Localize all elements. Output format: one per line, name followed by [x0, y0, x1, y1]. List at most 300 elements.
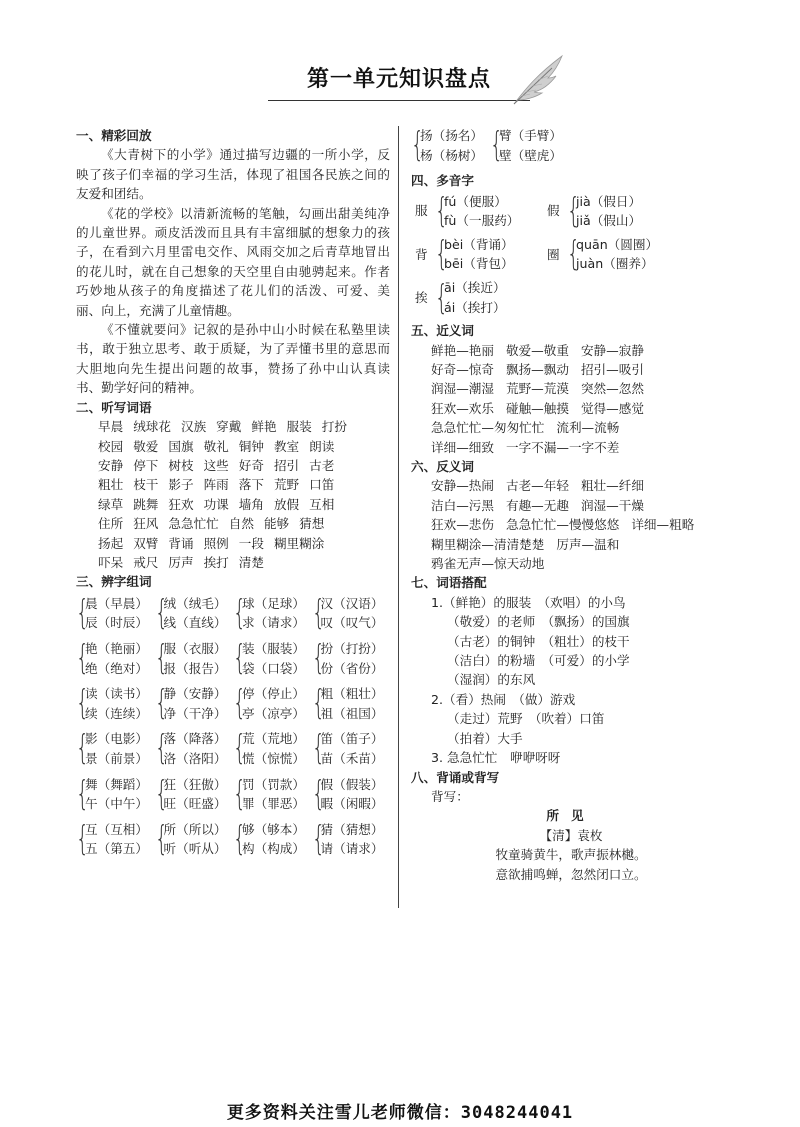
dictation-word: 住所 [98, 516, 124, 532]
antonym-pair-row [411, 515, 731, 534]
char-pair-row [76, 820, 390, 859]
dictation-word: 绿草 [98, 496, 124, 512]
antonym-pair-row [411, 554, 731, 573]
synonym-pair-row [411, 399, 731, 418]
pair-items [242, 820, 305, 859]
pair-items [85, 594, 148, 633]
antonym-pair: 洁白—污黑 [431, 497, 494, 513]
dictation-word: 古老 [309, 457, 335, 473]
polyphone-readings [576, 192, 641, 231]
brace-icon: { [311, 728, 325, 769]
section-2-heading: 二、听写词语 [76, 399, 152, 415]
feather-icon [508, 52, 568, 108]
pair-word: 叹（叹气） [320, 615, 384, 631]
pair-items [85, 684, 148, 723]
pair-word: 绒（绒毛） [163, 595, 227, 611]
brace-icon: { [311, 683, 325, 724]
pair-word: 洛（洛阳） [163, 750, 227, 766]
polyphone-row [411, 278, 731, 317]
pair-word: 续（连续） [85, 705, 148, 721]
polyphone-char: 服 [415, 203, 428, 219]
antonym-pair: 润湿—干燥 [580, 497, 644, 513]
dictation-word: 国旗 [168, 438, 194, 454]
word-row [98, 475, 390, 494]
section-7-heading: 七、词语搭配 [411, 575, 487, 591]
brace-icon: { [567, 234, 580, 275]
dictation-word: 招引 [273, 457, 300, 473]
pair-word: 静（安静） [163, 686, 227, 702]
antonym-pair: 糊里糊涂—清清楚楚 [431, 536, 545, 552]
char-pair-row [411, 126, 731, 165]
polyphone-readings [444, 278, 506, 317]
pair-word: 求（请求） [242, 615, 305, 631]
char-pair [155, 639, 234, 678]
polyphone-block [411, 192, 543, 231]
polyphone-reading: bèi（背诵） [444, 236, 514, 252]
dictation-word: 枝干 [133, 477, 159, 493]
antonym-pair: 厉声—温和 [556, 536, 620, 552]
pair-word: 慌（惊慌） [242, 750, 305, 766]
dictation-word: 一段 [238, 535, 264, 551]
poem-line: 意欲捕鸣蝉，忽然闭口立。 [495, 866, 647, 882]
pair-items [242, 684, 305, 723]
brace-icon: { [154, 683, 168, 724]
pair-word: 请（请求） [320, 841, 384, 857]
pair-word: 猜（猜想） [320, 821, 384, 837]
antonym-pair: 急急忙忙—慢慢悠悠 [505, 517, 620, 533]
pair-items [499, 126, 562, 165]
brace-icon: { [435, 234, 448, 275]
char-pair [312, 684, 391, 723]
pair-word: 装（服装） [242, 640, 305, 656]
dictation-word-list [76, 417, 390, 572]
dictation-word: 服装 [286, 419, 312, 435]
brace-icon: { [233, 637, 246, 678]
pair-items [321, 775, 384, 814]
pair-word: 壁（壁虎） [499, 147, 562, 163]
dictation-word: 挨打 [203, 554, 229, 570]
dictation-word: 停下 [133, 457, 159, 473]
synonym-pair: 安静—寂静 [580, 342, 644, 358]
char-pair [490, 126, 569, 165]
pair-items [164, 775, 227, 814]
antonym-pair: 古老—年轻 [505, 478, 569, 494]
pair-word: 舞（舞蹈） [85, 776, 148, 792]
pair-word: 晨（早晨） [85, 595, 148, 611]
dictation-word: 放假 [273, 496, 300, 512]
char-pair [233, 820, 312, 859]
dictation-word: 树枝 [168, 457, 194, 473]
pair-items [85, 729, 148, 768]
polyphone-readings [576, 235, 658, 274]
antonym-pair: 详细—粗略 [631, 517, 695, 533]
synonym-pair: 急急忙忙—匆匆忙忙 [431, 420, 545, 436]
word-row [98, 437, 390, 456]
pair-word: 扮（打扮） [320, 640, 384, 656]
polyphone-reading: bēi（背包） [444, 256, 514, 272]
dictation-word: 互相 [309, 496, 335, 512]
pair-word: 服（衣服） [163, 640, 227, 656]
polyphone-char: 挨 [415, 289, 428, 305]
poem-line: 牧童骑黄牛，歌声振林樾。 [495, 847, 647, 863]
char-pair [233, 639, 312, 678]
pair-word: 假（假装） [320, 776, 384, 792]
polyphone-block [543, 192, 675, 231]
pair-word: 绝（绝对） [85, 660, 148, 676]
pair-word: 所（所以） [163, 821, 227, 837]
pair-word: 艳（艳丽） [85, 640, 148, 656]
pair-word: 午（中午） [85, 796, 148, 812]
dictation-word: 吓呆 [98, 554, 124, 570]
brace-icon: { [311, 773, 325, 814]
section-4-heading: 四、多音字 [411, 173, 474, 189]
dictation-word: 口笛 [309, 477, 335, 493]
brace-icon: { [154, 773, 168, 814]
dictation-word: 敬爱 [133, 438, 159, 454]
pair-word: 线（直线） [163, 615, 227, 631]
char-pair-row [76, 594, 390, 633]
polyphone-row [411, 235, 731, 274]
pair-word: 够（够本） [242, 821, 305, 837]
pair-word: 苗（禾苗） [320, 750, 384, 766]
dictation-word: 清楚 [238, 554, 264, 570]
dictation-word: 跳舞 [133, 496, 159, 512]
dictation-word: 绒球花 [133, 419, 171, 435]
collocation-line: （古老）的铜钟 （粗壮）的枝干 [447, 633, 630, 649]
brace-icon: { [233, 592, 246, 633]
pair-items [321, 639, 384, 678]
char-pair [155, 684, 234, 723]
antonym-pair: 有趣—无趣 [505, 497, 569, 513]
polyphone-char: 背 [415, 246, 428, 262]
synonym-pair: 好奇—惊奇 [431, 361, 494, 377]
section-5-heading: 五、近义词 [411, 323, 474, 339]
brace-icon: { [490, 125, 503, 165]
dictation-word: 狂欢 [168, 496, 194, 512]
collocation-line: （湿润）的东风 [447, 672, 536, 688]
pair-word: 荒（荒地） [242, 731, 305, 747]
polyphone-char: 假 [547, 203, 560, 219]
pair-word: 汉（汉语） [320, 595, 384, 611]
synonym-pair: 招引—吸引 [580, 361, 644, 377]
dictation-word: 教室 [273, 438, 300, 454]
synonym-pair-row [411, 438, 731, 457]
polyphone-block [411, 278, 543, 317]
polyphone-reading: juàn（圈养） [576, 256, 654, 272]
dictation-word: 厉声 [168, 554, 194, 570]
char-pair [155, 594, 234, 633]
char-pair [76, 684, 155, 723]
char-pair [155, 729, 234, 768]
pair-word: 落（降落） [163, 731, 227, 747]
pair-word: 景（前景） [85, 750, 148, 766]
synonym-pair: 荒野—荒漠 [505, 381, 569, 397]
char-pair-row [76, 684, 390, 723]
polyphone-reading: fú（便服） [444, 193, 507, 209]
brace-icon: { [76, 637, 89, 678]
synonym-pair: 飘扬—飘动 [505, 361, 569, 377]
char-pair [233, 594, 312, 633]
pair-items [164, 684, 227, 723]
pair-items [321, 684, 384, 723]
page-title: 第一单元知识盘点 [306, 67, 491, 92]
summary-paragraph-3: 《不懂就要问》记叙的是孙中山小时候在私塾里读书，敢于独立思考、敢于质疑，为了弄懂书里的意思而大胆地向先生提出问题的故事，赞扬了孙中山认真读书、勤学好问的精神。 [76, 322, 390, 396]
synonym-pair: 突然—忽然 [580, 381, 644, 397]
polyphone-readings [444, 235, 514, 274]
pair-word: 亭（凉亭） [242, 705, 305, 721]
antonym-pair-row [411, 496, 731, 515]
dictation-word: 校园 [98, 438, 124, 454]
pair-items [321, 729, 384, 768]
synonym-pair: 觉得—感觉 [580, 400, 644, 416]
brace-icon: { [233, 773, 246, 814]
antonym-pair: 狂欢—悲伤 [431, 517, 494, 533]
char-pair [76, 729, 155, 768]
word-row [98, 534, 390, 553]
pair-word: 旺（旺盛） [163, 796, 227, 812]
brace-icon: { [76, 592, 89, 633]
dictation-word: 鲜艳 [251, 419, 277, 435]
char-pair [76, 820, 155, 859]
polyphone-reading: jià（假日） [576, 193, 642, 209]
dictation-word: 粗壮 [98, 477, 124, 493]
pair-word: 扬（扬名） [420, 128, 483, 143]
poem [411, 806, 731, 884]
char-pair-grid [76, 594, 390, 859]
dictation-word: 能够 [263, 516, 290, 532]
brace-icon: { [233, 818, 246, 859]
dictation-word: 急急忙忙 [168, 516, 219, 532]
pair-word: 互（互相） [85, 821, 148, 837]
pair-items [321, 594, 384, 633]
collocation-line: （拍着）大手 [447, 730, 523, 746]
pair-word: 狂（狂傲） [163, 776, 227, 792]
dictation-word: 穿戴 [216, 419, 242, 435]
char-pair [233, 684, 312, 723]
pair-word: 暇（闲暇） [320, 796, 384, 812]
collocation-line: （敬爱）的老师 （飘扬）的国旗 [447, 614, 630, 630]
pair-word: 报（报告） [163, 660, 227, 676]
dictation-word: 安静 [98, 457, 124, 473]
char-pair [312, 775, 391, 814]
char-pair [312, 594, 391, 633]
collocation-list [411, 593, 731, 768]
pair-word: 停（停止） [242, 686, 305, 702]
pair-word: 袋（口袋） [242, 660, 305, 676]
char-pair-row [76, 639, 390, 678]
polyphone-row [411, 192, 731, 231]
pair-word: 笛（笛子） [320, 731, 384, 747]
pair-items [420, 126, 483, 165]
polyphone-readings [444, 192, 519, 231]
polyphone-reading: ái（挨打） [444, 299, 506, 315]
synonym-pair: 敬爱—敬重 [505, 342, 569, 358]
brace-icon: { [76, 728, 89, 769]
recite-label: 背写： [431, 788, 469, 804]
polyphone-reading: quān（圆圈） [576, 236, 659, 252]
collocation-line: （走过）荒野 （吹着）口笛 [447, 711, 605, 727]
brace-icon: { [154, 818, 168, 859]
dictation-word: 朗读 [309, 438, 335, 454]
antonym-pair-row [411, 535, 731, 554]
brace-icon: { [411, 125, 424, 165]
char-pair [155, 820, 234, 859]
brace-icon: { [435, 191, 448, 232]
pair-word: 读（读书） [85, 686, 148, 702]
pair-items [321, 820, 384, 859]
char-pair-continued [411, 126, 731, 165]
dictation-word: 铜钟 [238, 438, 264, 454]
section-3-heading: 三、辨字组词 [76, 574, 152, 590]
title-underline [268, 100, 530, 101]
antonym-pair: 安静—热闹 [431, 478, 494, 494]
pair-word: 影（电影） [85, 731, 148, 747]
brace-icon: { [567, 191, 580, 232]
pair-items [164, 729, 227, 768]
synonym-pair: 详细—细致 [431, 439, 494, 455]
brace-icon: { [154, 637, 168, 678]
pair-items [85, 820, 148, 859]
dictation-word: 糊里糊涂 [273, 535, 325, 551]
pair-word: 祖（祖国） [320, 705, 384, 721]
brace-icon: { [154, 592, 168, 633]
pair-word: 臂（手臂） [499, 128, 562, 143]
dictation-word: 阵雨 [203, 477, 229, 493]
char-pair [76, 594, 155, 633]
polyphone-list [411, 192, 731, 318]
brace-icon: { [76, 773, 89, 814]
pair-word: 球（足球） [242, 595, 305, 611]
synonym-pair: 一字不漏—一字不差 [505, 439, 620, 455]
dictation-word: 这些 [203, 457, 229, 473]
polyphone-char: 圈 [547, 246, 560, 262]
right-column [411, 126, 731, 884]
dictation-word: 敬礼 [203, 438, 229, 454]
synonym-pair-row [411, 418, 731, 437]
char-pair [233, 775, 312, 814]
antonym-pair-row [411, 476, 731, 495]
pair-items [242, 775, 305, 814]
pair-word: 听（听从） [163, 841, 227, 857]
collocation-line: 1.（鲜艳）的服装 （欢唱）的小鸟 [431, 594, 626, 610]
char-pair [312, 729, 391, 768]
dictation-word: 落下 [238, 477, 264, 493]
brace-icon: { [76, 818, 89, 859]
footer-contact: 更多资料关注雪儿老师微信：3048244041 [226, 1103, 574, 1123]
brace-icon: { [233, 728, 246, 769]
dictation-word: 双臂 [133, 535, 159, 551]
collocation-line: 3. 急急忙忙 咿咿呀呀 [431, 750, 561, 766]
column-divider [398, 126, 399, 908]
pair-word: 辰（时辰） [85, 615, 148, 631]
pair-word: 罪（罪恶） [242, 796, 305, 812]
word-row [98, 456, 390, 475]
word-row [98, 417, 390, 436]
section-8-heading: 八、背诵或背写 [411, 769, 500, 785]
section-1-heading: 一、精彩回放 [76, 128, 152, 143]
synonym-pair: 润湿—潮湿 [431, 381, 494, 397]
char-pair [233, 729, 312, 768]
pair-items [164, 820, 227, 859]
synonym-list [411, 341, 731, 457]
char-pair [155, 775, 234, 814]
summary-paragraph-1: 《大青树下的小学》通过描写边疆的一所小学，反映了孩子们幸福的学习生活，体现了祖国各民族之间的友爱和团结。 [76, 147, 390, 202]
pair-items [242, 639, 305, 678]
polyphone-reading: jiǎ（假山） [576, 213, 642, 229]
synonym-pair-row [411, 341, 731, 360]
brace-icon: { [435, 277, 448, 318]
pair-items [164, 594, 227, 633]
dictation-word: 照例 [203, 535, 229, 551]
dictation-word: 墙角 [238, 496, 264, 512]
antonym-list [411, 476, 731, 573]
polyphone-block [543, 235, 675, 274]
brace-icon: { [233, 683, 246, 724]
word-row [98, 495, 390, 514]
collocation-line: （洁白）的粉墙 （可爱）的小学 [447, 653, 630, 669]
dictation-word: 狂风 [133, 516, 159, 532]
pair-word: 五（第五） [85, 841, 148, 857]
char-pair [76, 775, 155, 814]
dictation-word: 自然 [228, 516, 254, 532]
collocation-line: 2.（看）热闹 （做）游戏 [431, 691, 576, 707]
pair-word: 净（干净） [163, 705, 227, 721]
dictation-word: 荒野 [273, 477, 300, 493]
brace-icon: { [76, 683, 89, 724]
synonym-pair: 碰触—触摸 [505, 400, 569, 416]
dictation-word: 好奇 [238, 457, 264, 473]
polyphone-block [411, 235, 543, 274]
pair-items [85, 775, 148, 814]
char-pair [312, 820, 391, 859]
page-title-wrap [268, 62, 530, 93]
word-row [98, 553, 390, 572]
pair-word: 构（构成） [242, 841, 305, 857]
dictation-word: 汉族 [180, 419, 207, 435]
dictation-word: 背诵 [168, 535, 194, 551]
char-pair [312, 639, 391, 678]
synonym-pair-row [411, 360, 731, 379]
brace-icon: { [311, 592, 325, 633]
dictation-word: 打扮 [321, 419, 347, 435]
dictation-word: 早晨 [98, 419, 124, 435]
dictation-word: 扬起 [98, 535, 124, 551]
polyphone-reading: āi（挨近） [444, 279, 506, 295]
poem-author: 【清】袁枚 [539, 827, 603, 843]
dictation-word: 戒尺 [133, 554, 159, 570]
synonym-pair: 狂欢—欢乐 [431, 400, 494, 416]
brace-icon: { [154, 728, 168, 769]
antonym-pair: 粗壮—纤细 [580, 478, 644, 494]
char-pair [411, 126, 490, 165]
pair-items [85, 639, 148, 678]
word-row [98, 514, 390, 533]
left-column [76, 126, 390, 865]
dictation-word: 影子 [168, 477, 194, 493]
dictation-word: 猜想 [299, 516, 325, 532]
antonym-pair: 鸦雀无声—惊天动地 [431, 556, 545, 572]
brace-icon: { [311, 637, 325, 678]
synonym-pair: 流利—流畅 [556, 420, 620, 436]
char-pair-row [76, 729, 390, 768]
pair-word: 罚（罚款） [242, 776, 305, 792]
dictation-word: 功课 [203, 496, 229, 512]
char-pair [76, 639, 155, 678]
pair-items [164, 639, 227, 678]
synonym-pair: 鲜艳—艳丽 [431, 342, 494, 358]
section-6-heading: 六、反义词 [411, 459, 474, 474]
pair-items [242, 594, 305, 633]
